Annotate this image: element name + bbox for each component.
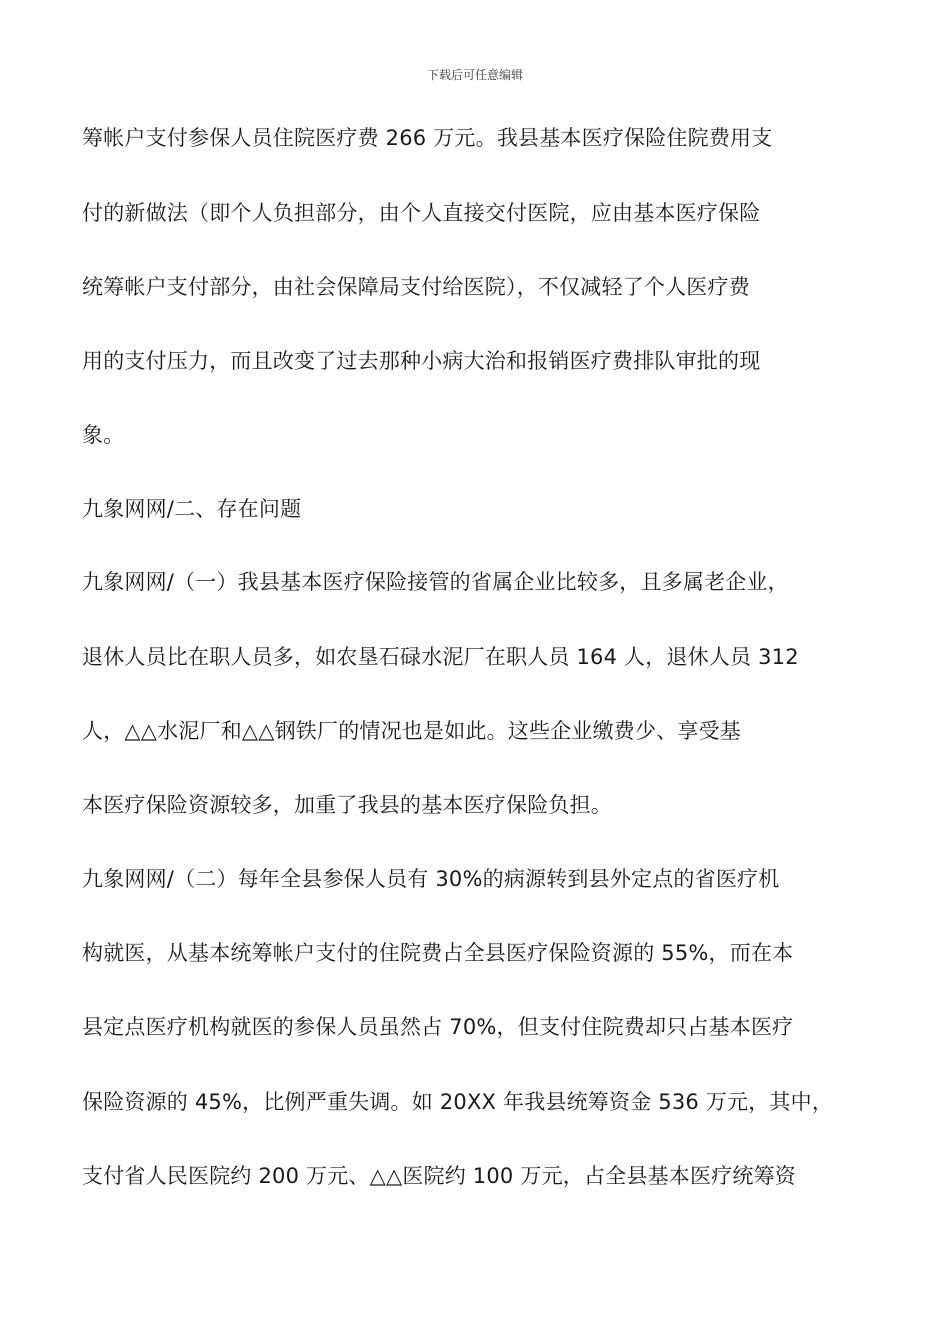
- body-line: 本医疗保险资源较多，加重了我县的基本医疗保险负担。: [82, 793, 612, 817]
- section-heading: 九象网网/二、存在问题: [82, 497, 302, 521]
- body-line: 统筹帐户支付部分，由社会保障局支付给医院），不仅减轻了个人医疗费: [82, 275, 750, 299]
- body-line: 支付省人民医院约 200 万元、△△医院约 100 万元，占全县基本医疗统筹资: [82, 1164, 796, 1188]
- body-line: 筹帐户支付参保人员住院医疗费 266 万元。我县基本医疗保险住院费用支: [82, 126, 773, 150]
- body-line: 保险资源的 45%，比例严重失调。如 20XX 年我县统筹资金 536 万元，其中，: [82, 1090, 834, 1114]
- body-line: 用的支付压力，而且改变了过去那种小病大治和报销医疗费排队审批的现: [82, 349, 761, 373]
- body-line: 九象网网/（一）我县基本医疗保险接管的省属企业比较多，且多属老企业，: [82, 570, 789, 594]
- body-line: 九象网网/（二）每年全县参保人员有 30%的病源转到县外定点的省医疗机: [82, 867, 780, 891]
- body-line: 构就医，从基本统筹帐户支付的住院费占全县医疗保险资源的 55%，而在本: [82, 941, 794, 965]
- body-line: 象。: [82, 423, 125, 447]
- body-line: 县定点医疗机构就医的参保人员虽然占 70%，但支付住院费却只占基本医疗: [82, 1015, 794, 1039]
- body-line: 退休人员比在职人员多，如农垦石碌水泥厂在职人员 164 人，退休人员 312: [82, 645, 799, 669]
- body-line: 付的新做法（即个人负担部分，由个人直接交付医院，应由基本医疗保险: [82, 201, 761, 225]
- header-note: 下载后可任意编辑: [426, 68, 523, 82]
- body-line: 人，△△水泥厂和△△钢铁厂的情况也是如此。这些企业缴费少、享受基: [82, 719, 741, 743]
